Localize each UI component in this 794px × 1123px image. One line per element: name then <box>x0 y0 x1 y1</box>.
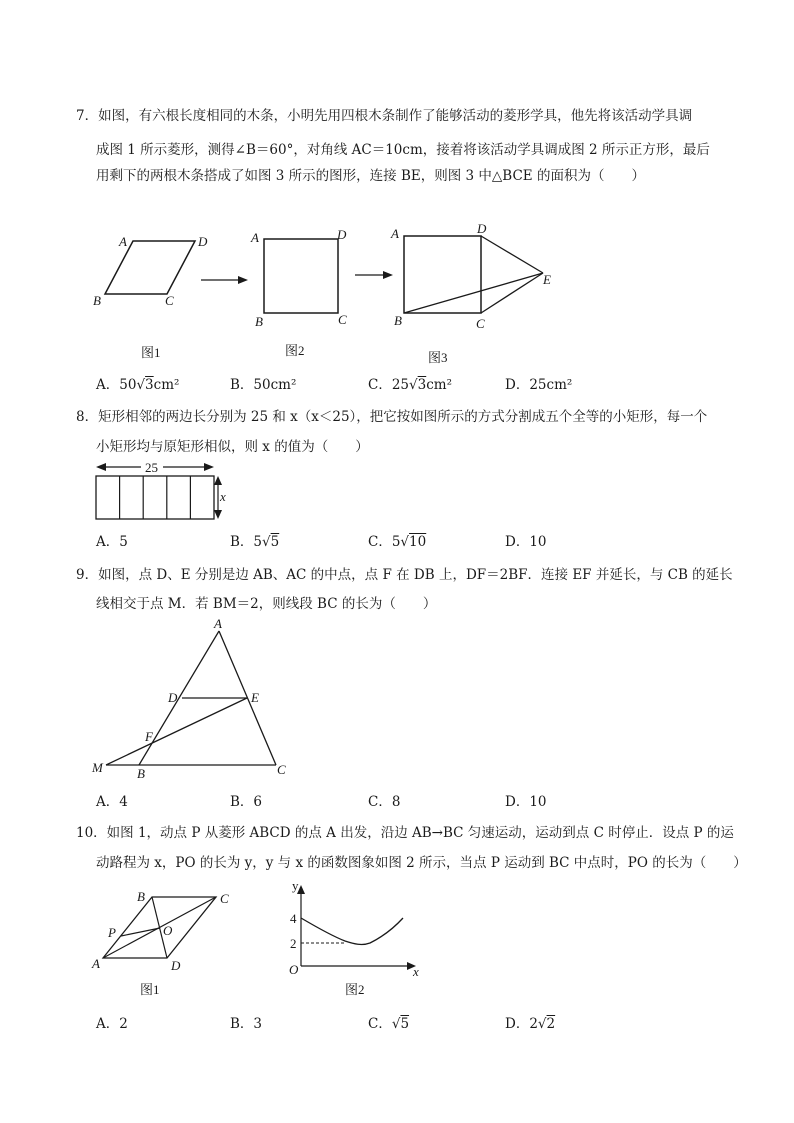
q7-text-line-1: 7．如图，有六根长度相同的木条，小明先用四根木条制作了能够活动的菱形学具，他先将该活动学具调 <box>76 108 693 124</box>
q10-option-d[interactable]: D．2√2 <box>505 1016 556 1032</box>
q7-fig3-label-b: B <box>394 313 402 328</box>
q10-fig1-label-d: D <box>171 958 181 973</box>
q10-option-a[interactable]: A．2 <box>96 1016 128 1032</box>
q10-fig1-label-b: B <box>137 889 145 904</box>
q10-fig1-label-p: P <box>108 925 116 940</box>
q10-fig1-label-a: A <box>92 956 100 971</box>
q9-text-line-2: 线相交于点 M．若 BM＝2，则线段 BC 的长为（ ） <box>96 596 437 612</box>
q7-caption-fig1: 图1 <box>141 345 161 360</box>
q10-text-line-1: 10．如图 1，动点 P 从菱形 ABCD 的点 A 出发，沿边 AB→BC 匀速运动，运动到点 C 时停止．设点 P 的运 <box>76 825 734 841</box>
q10-caption-fig2: 图2 <box>345 982 365 997</box>
q8-dim-height-label: x <box>220 489 226 504</box>
q9-label-e: E <box>251 690 259 705</box>
q9-option-b[interactable]: B．6 <box>230 794 263 810</box>
q7-fig3-label-c: C <box>476 316 485 331</box>
q7-option-d[interactable]: D．25cm² <box>505 377 573 393</box>
q10-graph-tick-4: 4 <box>290 911 297 926</box>
q7-text-line-2: 成图 1 所示菱形，测得∠B＝60°，对角线 AC＝10cm，接着将该活动学具调成图 2 所示正方形，最后 <box>96 142 710 158</box>
q7-fig1-label-a: A <box>119 234 127 249</box>
q8-text-line-1: 8．矩形相邻的两边长分别为 25 和 x（x＜25），把它按如图所示的方式分割成五个全等的小矩形，每一个 <box>76 409 708 425</box>
q7-fig1-label-d: D <box>198 234 208 249</box>
q7-fig3-label-d: D <box>477 221 487 236</box>
q9-option-d[interactable]: D．10 <box>505 794 547 810</box>
q7-text-line-3: 用剩下的两根木条搭成了如图 3 所示的图形，连接 BE，则图 3 中△BCE 的面积为（ ） <box>96 168 645 184</box>
q10-fig1-label-o: O <box>163 923 173 938</box>
q10-option-c[interactable]: C．√5 <box>368 1016 410 1032</box>
q7-caption-fig2: 图2 <box>285 343 305 358</box>
q9-option-c[interactable]: C．8 <box>368 794 401 810</box>
q7-fig2-label-a: A <box>251 230 259 245</box>
q9-option-a[interactable]: A．4 <box>96 794 128 810</box>
q7-fig3-label-e: E <box>543 272 551 287</box>
q7-option-c[interactable]: C．25√3cm² <box>368 377 452 393</box>
q9-label-f: F <box>145 729 153 744</box>
q9-text-line-1: 9．如图，点 D、E 分别是边 AB、AC 的中点，点 F 在 DB 上，DF＝2BF．连接 EF 并延长，与 CB 的延长 <box>76 567 733 583</box>
q9-label-c: C <box>277 762 286 777</box>
q8-text-line-2: 小矩形均与原矩形相似，则 x 的值为（ ） <box>96 439 369 455</box>
q10-caption-fig1: 图1 <box>140 982 160 997</box>
q10-graph-origin-label: O <box>289 962 299 977</box>
q7-fig2-label-c: C <box>338 312 347 327</box>
q7-option-a[interactable]: A．50√3cm² <box>96 377 180 393</box>
q8-option-a[interactable]: A．5 <box>96 534 128 550</box>
q9-label-d: D <box>168 690 178 705</box>
q10-option-b[interactable]: B．3 <box>230 1016 263 1032</box>
q9-label-b: B <box>137 766 145 781</box>
q10-fig1-label-c: C <box>220 891 229 906</box>
q7-fig2-label-d: D <box>337 227 347 242</box>
q7-fig3-label-a: A <box>391 226 399 241</box>
q10-graph-x-label: x <box>413 964 419 979</box>
q10-graph-curve <box>301 918 403 944</box>
q9-label-m: M <box>92 760 103 775</box>
q10-text-line-2: 动路程为 x，PO 的长为 y，y 与 x 的函数图象如图 2 所示，当点 P 运动到 BC 中点时，PO 的长为（ ） <box>96 855 747 871</box>
q8-option-d[interactable]: D．10 <box>505 534 547 550</box>
q8-dim-width-label: 25 <box>145 460 158 475</box>
q10-graph-y-label: y <box>292 878 299 893</box>
q7-fig1-label-b: B <box>93 293 101 308</box>
q7-fig1-label-c: C <box>165 293 174 308</box>
q7-fig2-label-b: B <box>255 314 263 329</box>
q7-option-b[interactable]: B．50cm² <box>230 377 297 393</box>
q7-caption-fig3: 图3 <box>428 350 448 365</box>
q8-option-c[interactable]: C．5√10 <box>368 534 427 550</box>
q8-option-b[interactable]: B．5√5 <box>230 534 280 550</box>
q10-graph-tick-2: 2 <box>290 936 297 951</box>
q9-label-a: A <box>214 616 222 631</box>
